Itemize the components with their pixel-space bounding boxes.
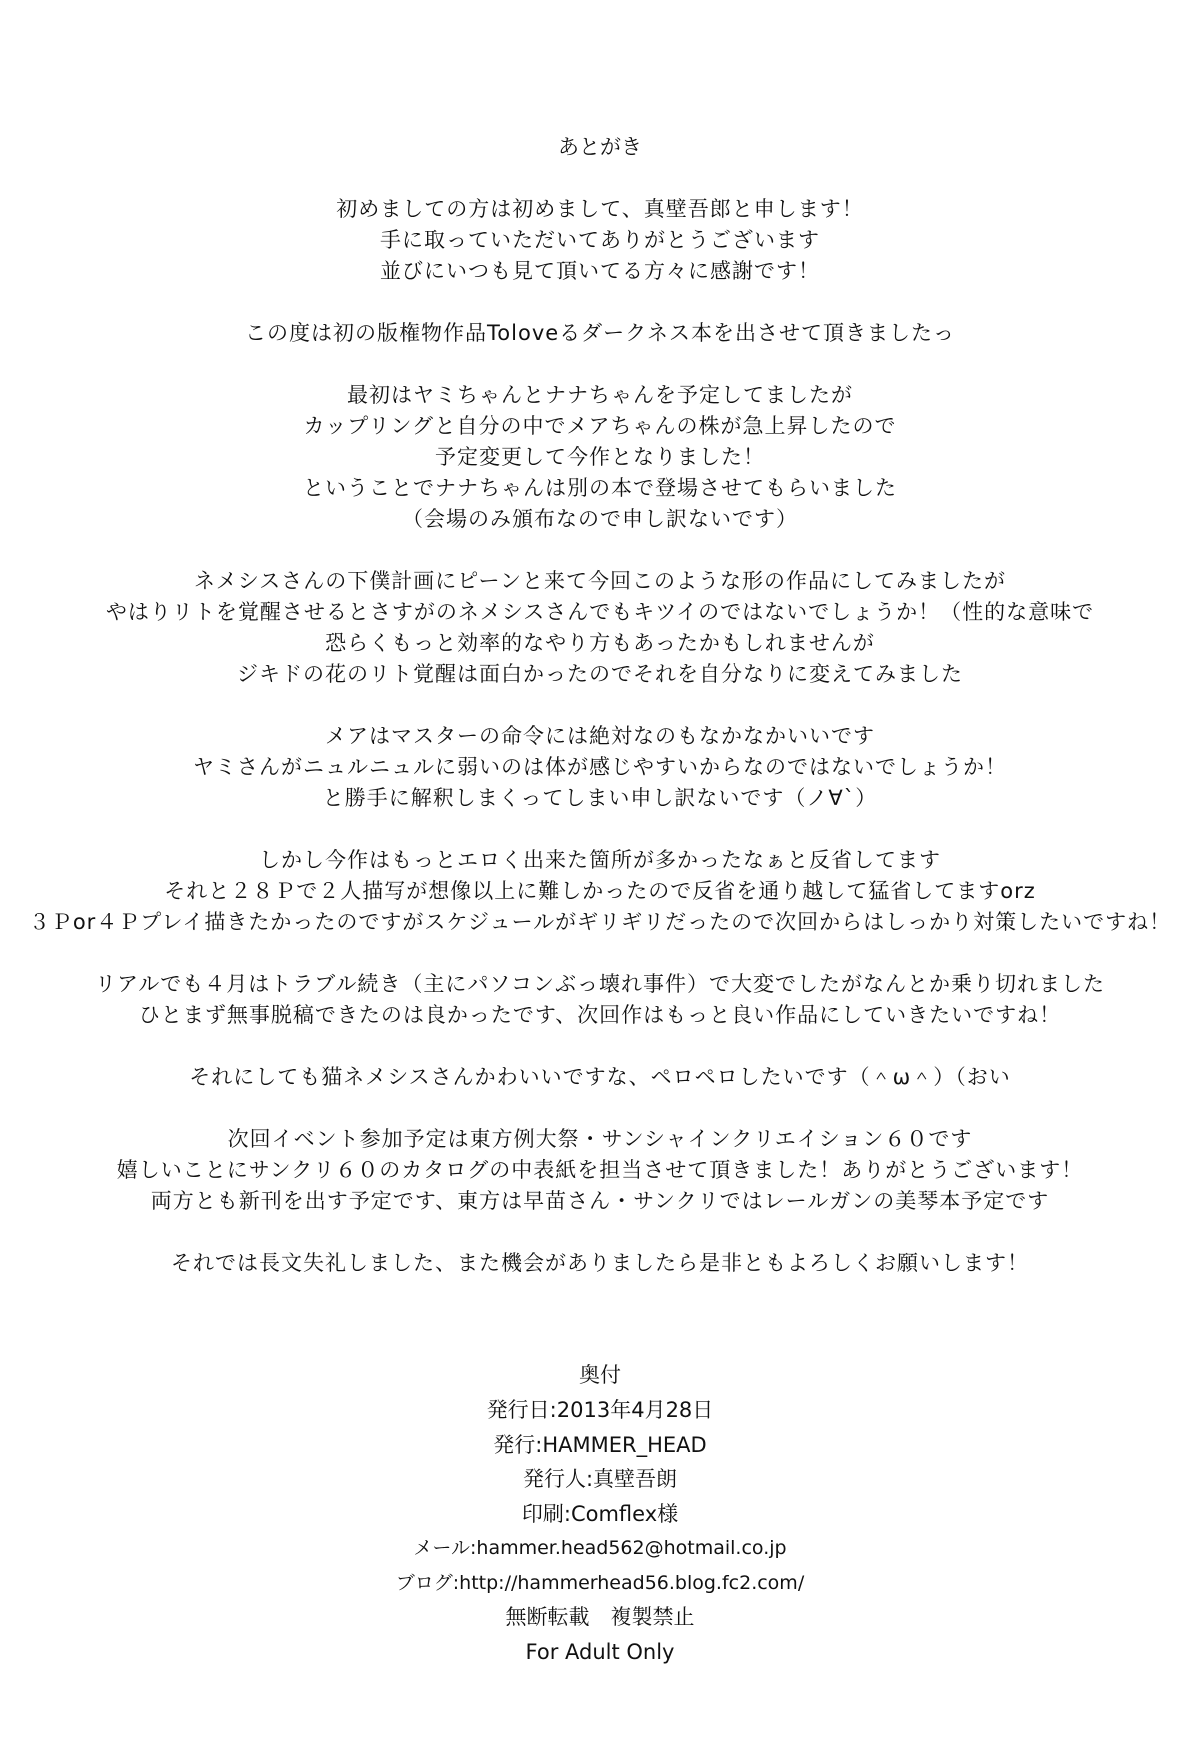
colophon-line: ブログ:http://hammerhead56.blog.fc2.com/	[395, 1571, 805, 1594]
afterword-paragraph	[0, 845, 1200, 938]
afterword-line: ネメシスさんの下僕計画にピーンと来て今回このような形の作品にしてみましたが	[193, 569, 1007, 593]
colophon-line: 発行日:2013年4月28日	[486, 1398, 714, 1422]
afterword-paragraph	[0, 721, 1200, 814]
afterword-paragraph	[0, 566, 1200, 690]
afterword-line: （会場のみ頒布なので申し訳ないです）	[402, 507, 798, 531]
afterword-line: この度は初の版権物作品Toloveるダークネス本を出させて頂きましたっ	[245, 321, 955, 345]
afterword-line: 最初はヤミちゃんとナナちゃんを予定してましたが	[347, 383, 853, 407]
afterword-paragraph	[0, 1062, 1200, 1093]
afterword-line: リアルでも４月はトラブル続き（主にパソコンぶっ壊れ事件）で大変でしたがなんとか乗り切れました	[95, 972, 1105, 996]
afterword-line: メアはマスターの命令には絶対なのもなかなかいいです	[325, 724, 875, 748]
afterword-paragraph	[0, 1124, 1200, 1217]
colophon-line: 印刷:Comflex様	[521, 1501, 679, 1526]
colophon-line: For Adult Only	[525, 1639, 675, 1664]
afterword-line: ということでナナちゃんは別の本で登場させてもらいました	[303, 476, 897, 500]
afterword-paragraph	[0, 1248, 1200, 1279]
afterword-line: カップリングと自分の中でメアちゃんの株が急上昇したので	[303, 414, 897, 438]
afterword-paragraph	[0, 194, 1200, 287]
afterword-paragraph	[0, 969, 1200, 1031]
afterword-line: それと２８Ｐで２人描写が想像以上に難しかったので反省を通り越して猛省してますorz	[164, 879, 1036, 903]
afterword-line: ３Ｐor４Ｐプレイ描きたかったのですがスケジュールがギリギリだったので次回からはしっかり対策したいですね！	[28, 910, 1172, 934]
afterword-line: 手に取っていただいてありがとうございます	[380, 228, 820, 252]
afterword-line: ヤミさんがニュルニュルに弱いのは体が感じやすいからなのではないでしょうか！	[193, 755, 1007, 779]
colophon-line: 発行人:真壁吾朗	[522, 1467, 678, 1491]
colophon-lines	[0, 1393, 1200, 1669]
afterword-line: それでは長文失礼しました、また機会がありましたら是非ともよろしくお願いします！	[171, 1251, 1029, 1275]
afterword-line: 恐らくもっと効率的なやり方もあったかもしれませんが	[325, 631, 875, 655]
afterword-section	[0, 132, 1200, 1279]
afterword-line: 次回イベント参加予定は東方例大祭・サンシャインクリエイション６０です	[227, 1127, 973, 1151]
colophon-section	[0, 1357, 1200, 1669]
afterword-line: しかし今作はもっとエロく出来た箇所が多かったなぁと反省してます	[259, 848, 941, 872]
colophon-line: メール:hammer.head562@hotmail.co.jp	[413, 1537, 787, 1559]
afterword-line: それにしても猫ネメシスさんかわいいですな、ペロペロしたいです（＾ω＾）（おい	[189, 1065, 1011, 1089]
afterword-line: 初めましての方は初めまして、真壁吾郎と申します！	[336, 197, 864, 221]
afterword-line: ひとまず無事脱稿できたのは良かったです、次回作はもっと良い作品にしていきたいですね！	[138, 1003, 1062, 1027]
colophon-title: 奥付	[579, 1363, 621, 1387]
afterword-line: ジキドの花のリト覚醒は面白かったのでそれを自分なりに変えてみました	[237, 662, 963, 686]
afterword-title: あとがき	[558, 135, 642, 159]
afterword-line: 予定変更して今作となりました！	[435, 445, 765, 469]
colophon-line: 無断転載 複製禁止	[505, 1605, 695, 1629]
afterword-body	[0, 194, 1200, 1279]
afterword-line: と勝手に解釈しまくってしまい申し訳ないです（ノ∀`）	[322, 786, 878, 810]
afterword-line: 両方とも新刊を出す予定です、東方は早苗さん・サンクリではレールガンの美琴本予定です	[150, 1189, 1050, 1213]
afterword-paragraph	[0, 380, 1200, 535]
afterword-line: やはりリトを覚醒させるとさすがのネメシスさんでもキツイのではないでしょうか！（性的な意味で	[105, 600, 1095, 624]
afterword-paragraph	[0, 318, 1200, 349]
colophon-line: 発行:HAMMER_HEAD	[493, 1432, 707, 1457]
afterword-line: 並びにいつも見て頂いてる方々に感謝です！	[380, 259, 820, 283]
afterword-line: 嬉しいことにサンクリ６０のカタログの中表紙を担当させて頂きました！ありがとうございます！	[116, 1158, 1084, 1182]
